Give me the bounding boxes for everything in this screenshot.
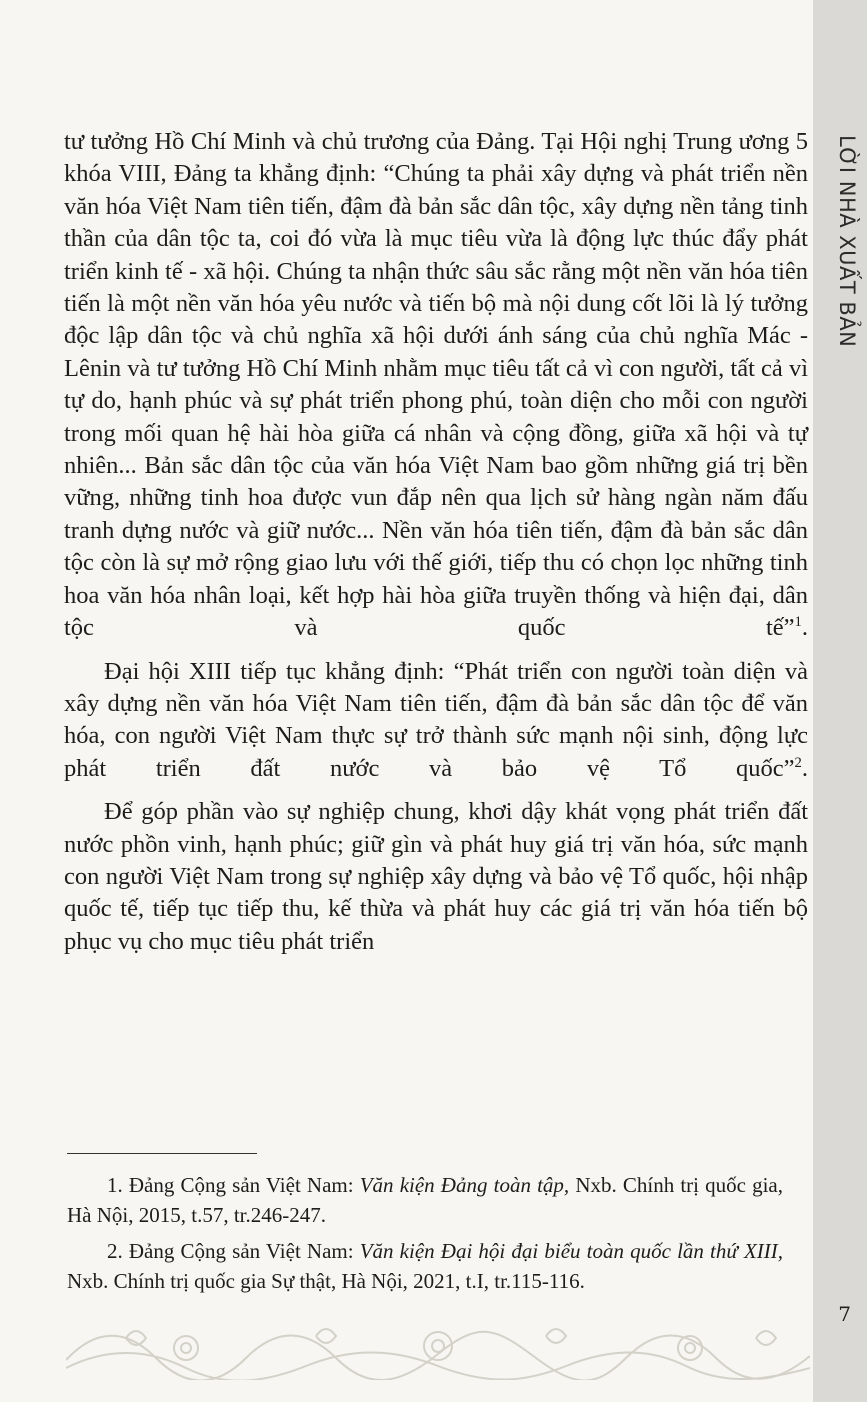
footnote-1-publisher: Nxb. Chính trị quốc gia, Hà Nội, 2015, t.57, tr.246-247. (67, 1173, 784, 1227)
paragraph-1: tư tưởng Hồ Chí Minh và chủ trương của Đảng. Tại Hội nghị Trung ương 5 khóa VIII, Đảng ta khẳng định: “Chúng ta phải xây dựng và phát triển nền văn hóa Việt Nam tiên tiến, đậm đà bản sắc dân tộc, xây dựng nền tảng tinh thần của dân tộc ta, coi đó vừa là mục tiêu vừa là động lực thúc đẩy phát triển kinh tế - xã hội. Chúng ta nhận thức sâu sắc rằng một nền văn hóa tiên tiến là một nền văn hóa yêu nước và tiến bộ mà nội dung cốt lõi là lý tưởng độc lập dân tộc và chủ nghĩa xã hội dưới ánh sáng của chủ nghĩa Mác - Lênin và tư tưởng Hồ Chí Minh nhằm mục tiêu tất cả vì con người, tất cả vì tự do, hạnh phúc và sự phát triển phong phú, toàn diện cho mỗi con người trong mối quan hệ hài hòa giữa cá nhân và cộng đồng, giữa xã hội và tự nhiên... Bản sắc dân tộc của văn hóa Việt Nam bao gồm những giá trị bền vững, những tinh hoa được vun đắp nên qua lịch sử hàng ngàn năm đấu tranh dựng nước và giữ nước... Nền văn hóa tiên tiến, đậm đà bản sắc dân tộc còn là sự mở rộng giao lưu với thế giới, tiếp thu có chọn lọc những tinh hoa văn hóa nhân loại, kết hợp hài hòa giữa truyền thống và hiện đại, dân tộc và quốc tế”$^1$. (64, 128, 808, 642)
footnote-1-number: 1. (107, 1173, 123, 1197)
footnote-ref-1: 1 (794, 613, 802, 630)
footnote-2-number: 2. (107, 1239, 123, 1263)
paragraph-3-text: Để góp phần vào sự nghiệp chung, khơi dậy khát vọng phát triển đất nước phồn vinh, hạnh phúc; giữ gìn và phát huy giá trị văn hóa, sức mạnh con người Việt Nam trong sự nghiệp xây dựng và bảo vệ Tổ quốc, hội nhập quốc tế, tiếp tục tiếp thu, kế thừa và phát huy các giá trị văn hóa tiến bộ phục vụ cho mục tiêu phát triển (64, 798, 808, 955)
chapter-side-label: LỜI NHÀ XUẤT BẢN (835, 135, 859, 348)
footnotes (67, 1170, 783, 1302)
footnote-separator (67, 1153, 257, 1154)
decorative-floral-border-icon (66, 1318, 810, 1380)
paragraph-2-text: Đại hội XIII tiếp tục khẳng định: “Phát triển con người toàn diện và xây dựng nền văn hóa Việt Nam tiên tiến, đậm đà bản sắc dân tộc để văn hóa, con người Việt Nam thực sự trở thành sức mạnh nội sinh, động lực phát triển đất nước và bảo vệ Tổ quốc” (64, 657, 808, 782)
footnote-1 (67, 1170, 783, 1230)
footnote-2-publisher: Nxb. Chính trị quốc gia Sự thật, Hà Nội, 2021, t.I, tr.115-116. (67, 1269, 585, 1293)
chapter-side-tab (813, 0, 867, 1402)
footnote-ref-2: 2 (794, 754, 802, 771)
paragraph-3 (64, 796, 808, 958)
paragraph-2: Đại hội XIII tiếp tục khẳng định: “Phát triển con người toàn diện và xây dựng nền văn hóa Việt Nam tiên tiến, đậm đà bản sắc dân tộc để văn hóa, con người Việt Nam thực sự trở thành sức mạnh nội sinh, động lực phát triển đất nước và bảo vệ Tổ quốc”$^2$. (64, 657, 808, 782)
footnote-2 (67, 1236, 783, 1296)
page-number: 7 (838, 1302, 851, 1326)
footnote-1-author: Đảng Cộng sản Việt Nam: (128, 1173, 354, 1197)
footnote-2-title: Văn kiện Đại hội đại biểu toàn quốc lần thứ XIII, (359, 1239, 784, 1263)
footnote-2-author: Đảng Cộng sản Việt Nam: (128, 1239, 354, 1263)
footnote-1-title: Văn kiện Đảng toàn tập, (359, 1173, 570, 1197)
body-text (64, 126, 808, 958)
paragraph-1-text: tư tưởng Hồ Chí Minh và chủ trương của Đảng. Tại Hội nghị Trung ương 5 khóa VIII, Đảng ta khẳng định: “Chúng ta phải xây dựng và phát triển nền văn hóa Việt Nam tiên tiến, đậm đà bản sắc dân tộc, xây dựng nền tảng tinh thần của dân tộc ta, coi đó vừa là mục tiêu vừa là động lực thúc đẩy phát triển kinh tế - xã hội. Chúng ta nhận thức sâu sắc rằng một nền văn hóa tiên tiến là một nền văn hóa yêu nước và tiến bộ mà nội dung cốt lõi là lý tưởng độc lập dân tộc và chủ nghĩa xã hội dưới ánh sáng của chủ nghĩa Mác - Lênin và tư tưởng Hồ Chí Minh nhằm mục tiêu tất cả vì con người, tất cả vì tự do, hạnh phúc và sự phát triển phong phú, toàn diện cho mỗi con người trong mối quan hệ hài hòa giữa cá nhân và cộng đồng, giữa xã hội và tự nhiên... Bản sắc dân tộc của văn hóa Việt Nam bao gồm những giá trị bền vững, những tinh hoa được vun đắp nên qua lịch sử hàng ngàn năm đấu tranh dựng nước và giữ nước... Nền văn hóa tiên tiến, đậm đà bản sắc dân tộc còn là sự mở rộng giao lưu với thế giới, tiếp thu có chọn lọc những tinh hoa văn hóa nhân loại, kết hợp hài hòa giữa truyền thống và hiện đại, dân tộc và quốc tế” (64, 128, 808, 642)
